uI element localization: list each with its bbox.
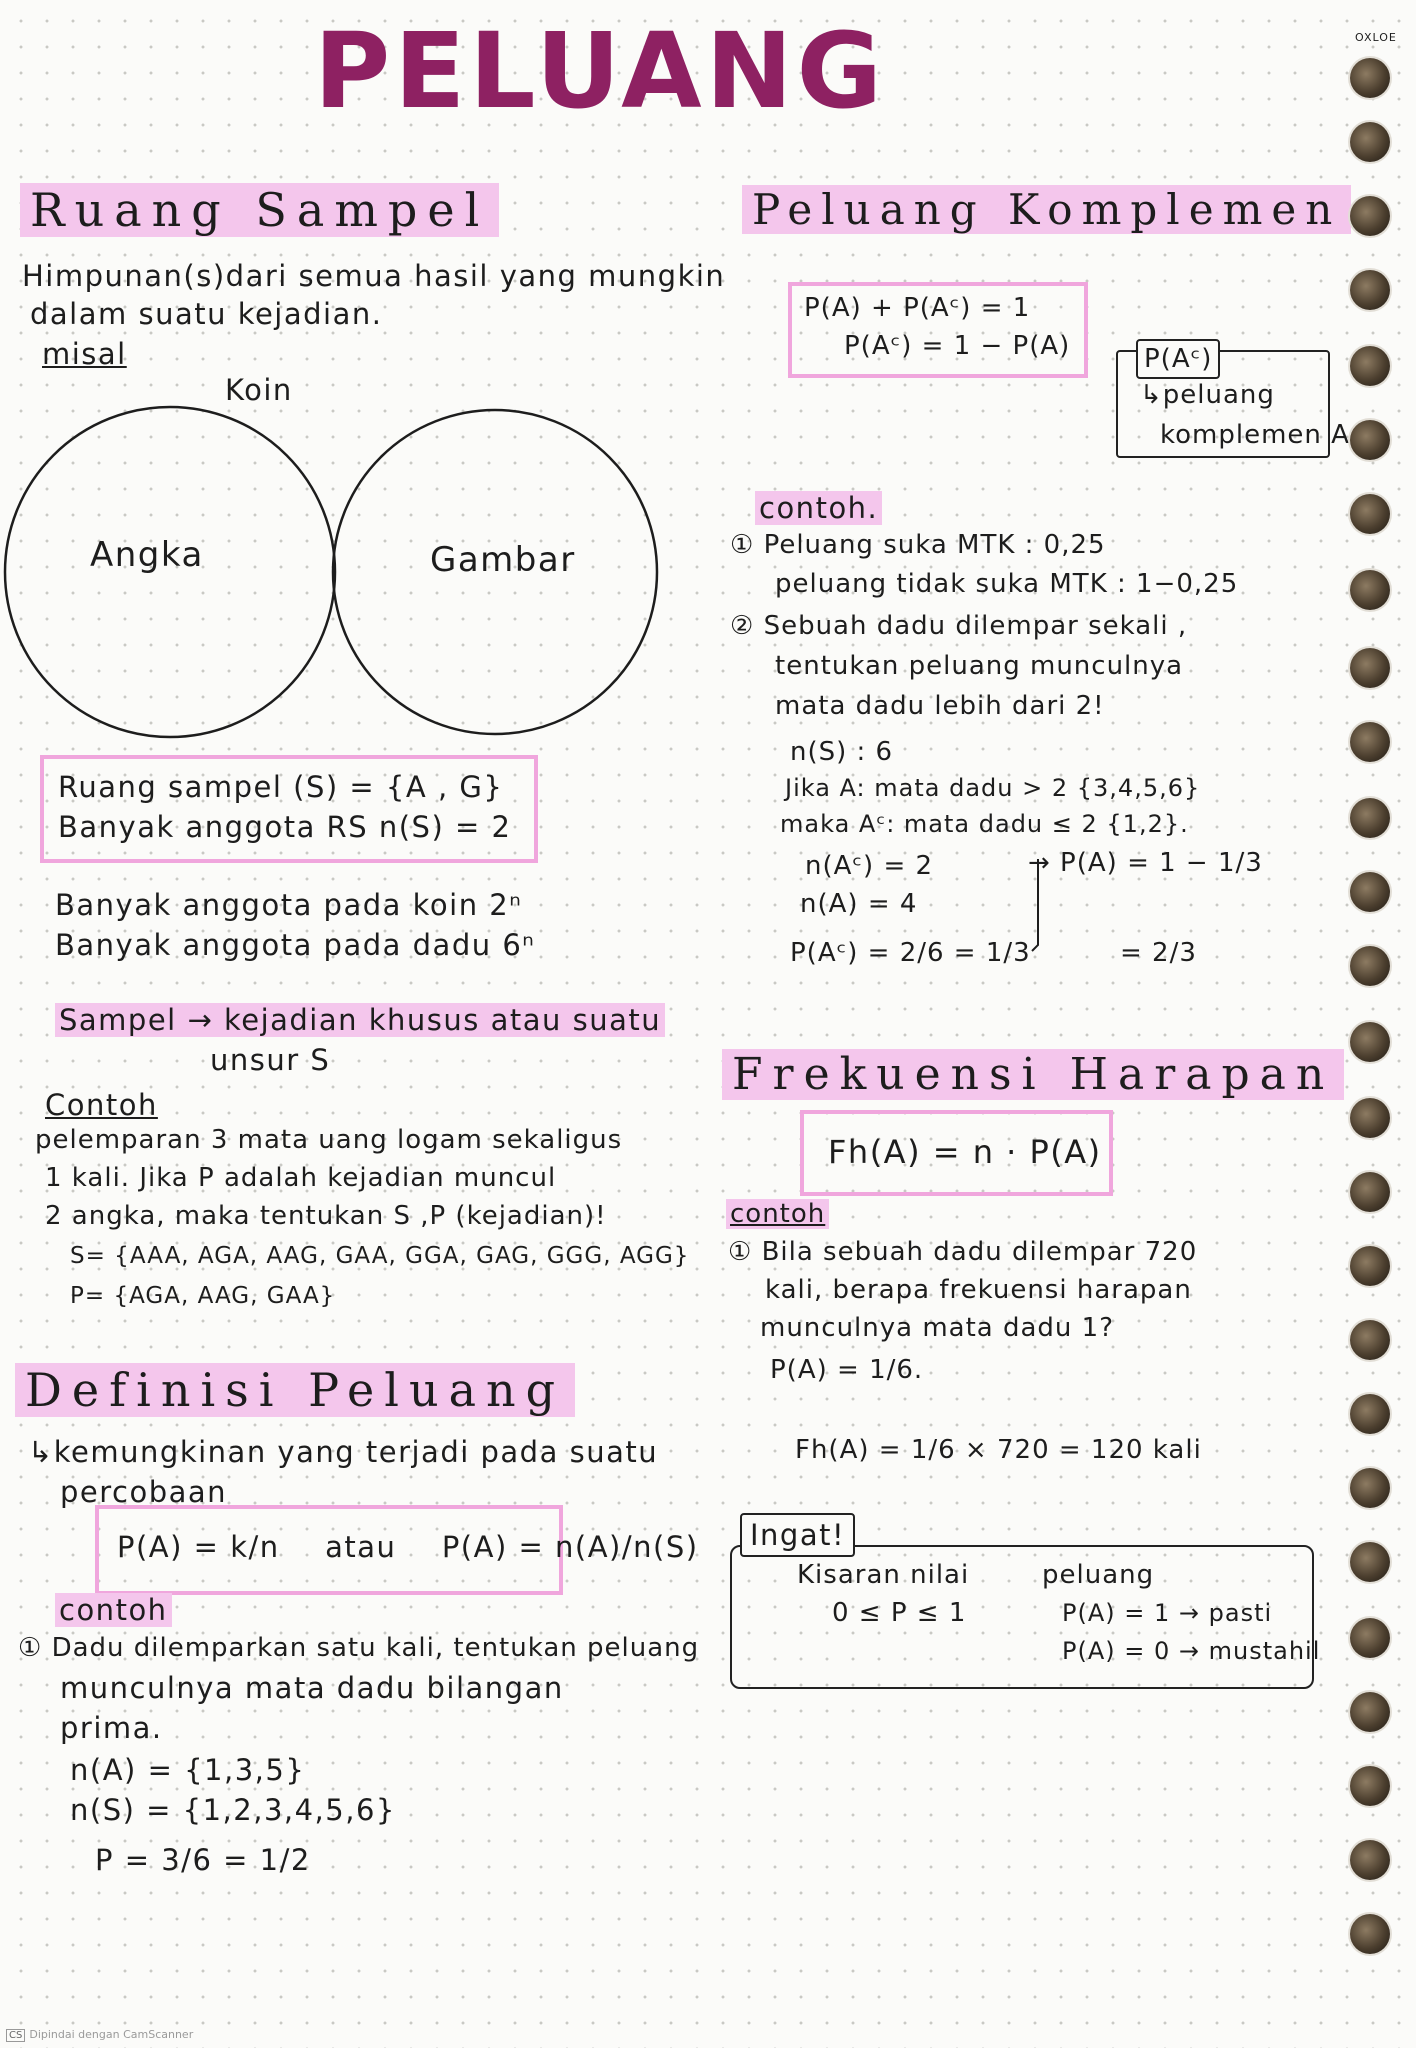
ruang-sampel-def-line1: Himpunan(s)dari semua hasil yang mungkin xyxy=(22,259,726,293)
komplemen-pa-line1: → P(A) = 1 − 1/3 xyxy=(1028,848,1263,878)
komplemen-formula-line2: P(Aᶜ) = 1 − P(A) xyxy=(844,331,1071,361)
frekuensi-q-line2: kali, berapa frekuensi harapan xyxy=(765,1275,1192,1305)
komplemen-note-title: P(Aᶜ) xyxy=(1136,339,1220,379)
circle-gambar-label: Gambar xyxy=(430,540,576,580)
spiral-hole xyxy=(1350,420,1390,460)
sampel-line1: Sampel → kejadian khusus atau suatu xyxy=(55,1000,665,1040)
ingat-line2: 0 ≤ P ≤ 1 xyxy=(832,1598,967,1628)
spiral-hole xyxy=(1350,798,1390,838)
ingat-label: Ingat! xyxy=(740,1513,855,1557)
definisi-ns: n(S) = {1,2,3,4,5,6} xyxy=(70,1793,396,1827)
scanner-text: Dipindai dengan CamScanner xyxy=(29,2028,194,2041)
spiral-hole xyxy=(1350,722,1390,762)
contoh-label-1: Contoh xyxy=(45,1088,158,1122)
definisi-formula-box xyxy=(95,1505,699,1595)
spiral-hole xyxy=(1350,1172,1390,1212)
spiral-hole xyxy=(1350,196,1390,236)
formula-left: P(A) = k/n xyxy=(117,1530,280,1564)
komplemen-pac: P(Aᶜ) = 2/6 = 1/3 xyxy=(790,938,1031,968)
spiral-hole xyxy=(1350,1320,1390,1360)
scanner-badge: CS xyxy=(6,2029,25,2042)
contoh-label-3: contoh. xyxy=(755,488,882,528)
spiral-hole xyxy=(1350,1098,1390,1138)
spiral-hole xyxy=(1350,58,1390,98)
formula-mid: atau xyxy=(325,1530,397,1564)
ingat-line4: P(A) = 1 → pasti xyxy=(1062,1599,1273,1627)
komplemen-note-line2: komplemen A xyxy=(1160,420,1350,450)
spiral-hole xyxy=(1350,1766,1390,1806)
spiral-hole xyxy=(1350,494,1390,534)
komplemen-ex2-line2: tentukan peluang munculnya xyxy=(775,651,1184,681)
anggota-koin: Banyak anggota pada koin 2ⁿ xyxy=(55,888,523,922)
definisi-heading: Definisi Peluang xyxy=(15,1360,575,1420)
spiral-hole xyxy=(1350,346,1390,386)
komplemen-note-line1: ↳peluang xyxy=(1140,380,1275,410)
frekuensi-q-line3: munculnya mata dadu 1? xyxy=(760,1313,1115,1343)
contoh1-line3: 2 angka, maka tentukan S ,P (kejadian)! xyxy=(45,1201,607,1231)
contoh1-line2: 1 kali. Jika P adalah kejadian muncul xyxy=(45,1163,557,1193)
komplemen-nac: n(Aᶜ) = 2 xyxy=(805,851,934,881)
komplemen-ex2-line1: ② Sebuah dadu dilempar sekali , xyxy=(730,611,1188,641)
komplemen-heading: Peluang Komplemen xyxy=(742,180,1351,240)
ingat-line1: Kisaran nilai xyxy=(797,1560,970,1590)
komplemen-jika: Jika A: mata dadu > 2 {3,4,5,6} xyxy=(785,774,1201,802)
frekuensi-fh: Fh(A) = 1/6 × 720 = 120 kali xyxy=(795,1435,1202,1465)
spiral-hole xyxy=(1350,1246,1390,1286)
p-set: P= {AGA, AAG, GAA} xyxy=(70,1283,336,1309)
spiral-hole xyxy=(1350,270,1390,310)
frekuensi-heading: Frekuensi Harapan xyxy=(722,1045,1344,1105)
komplemen-note-box xyxy=(1116,344,1350,458)
ruang-sampel-box-line2: Banyak anggota RS n(S) = 2 xyxy=(58,810,512,844)
formula-right: P(A) = n(A)/n(S) xyxy=(441,1530,699,1564)
spiral-hole xyxy=(1350,570,1390,610)
contoh-label-2: contoh xyxy=(55,1590,172,1630)
frekuensi-formula: Fh(A) = n · P(A) xyxy=(828,1133,1102,1171)
komplemen-ex1-line2: peluang tidak suka MTK : 1−0,25 xyxy=(775,569,1239,599)
definisi-p: P = 3/6 = 1/2 xyxy=(95,1843,311,1877)
spiral-hole xyxy=(1350,648,1390,688)
notebook-spiral-holes xyxy=(1326,0,1416,2048)
anggota-dadu: Banyak anggota pada dadu 6ⁿ xyxy=(55,928,536,962)
misal-label: misal xyxy=(42,337,127,371)
koin-label: Koin xyxy=(225,373,293,407)
corner-mark: OXLOE xyxy=(1355,31,1397,44)
komplemen-ex2-line3: mata dadu lebih dari 2! xyxy=(775,691,1105,721)
ruang-sampel-heading: Ruang Sampel xyxy=(20,180,499,240)
spiral-hole xyxy=(1350,1542,1390,1582)
spiral-hole xyxy=(1350,1022,1390,1062)
definisi-line1: ↳kemungkinan yang terjadi pada suatu xyxy=(28,1435,659,1469)
ruang-sampel-def-line2: dalam suatu kejadian. xyxy=(30,297,383,331)
page-title: PELUANG xyxy=(314,10,886,132)
spiral-hole xyxy=(1350,1692,1390,1732)
ruang-sampel-box xyxy=(40,755,538,863)
komplemen-maka: maka Aᶜ: mata dadu ≤ 2 {1,2}. xyxy=(780,810,1189,838)
ingat-line3: peluang xyxy=(1042,1560,1155,1590)
komplemen-na: n(A) = 4 xyxy=(800,889,918,919)
komplemen-ex1-line1: ① Peluang suka MTK : 0,25 xyxy=(730,530,1106,560)
spiral-hole xyxy=(1350,872,1390,912)
spiral-hole xyxy=(1350,1840,1390,1880)
komplemen-pa-line2: = 2/3 xyxy=(1120,938,1197,968)
spiral-hole xyxy=(1350,1914,1390,1954)
frekuensi-formula-box xyxy=(800,1110,1113,1196)
ruang-sampel-box-line1: Ruang sampel (S) = {A , G} xyxy=(58,770,504,804)
sampel-line2: unsur S xyxy=(210,1043,331,1077)
komplemen-formula-line1: P(A) + P(Aᶜ) = 1 xyxy=(804,293,1031,323)
sample-space-diagram xyxy=(0,400,680,770)
spiral-hole xyxy=(1350,122,1390,162)
circle-angka-label: Angka xyxy=(90,535,204,575)
definisi-line2: percobaan xyxy=(60,1475,228,1509)
ingat-line5: P(A) = 0 → mustahil xyxy=(1062,1637,1321,1665)
spiral-hole xyxy=(1350,946,1390,986)
spiral-hole xyxy=(1350,1618,1390,1658)
definisi-q-line1: ① Dadu dilemparkan satu kali, tentukan peluang xyxy=(18,1633,700,1663)
scanner-watermark xyxy=(6,2028,193,2042)
definisi-q-line3: prima. xyxy=(60,1711,163,1745)
komplemen-ns: n(S) : 6 xyxy=(790,737,894,767)
komplemen-formula-box xyxy=(788,282,1088,378)
definisi-na: n(A) = {1,3,5} xyxy=(70,1753,306,1787)
frekuensi-pa: P(A) = 1/6. xyxy=(770,1355,924,1385)
ingat-box xyxy=(730,1518,1321,1689)
contoh-label-4: contoh xyxy=(726,1196,829,1232)
contoh1-line1: pelemparan 3 mata uang logam sekaligus xyxy=(35,1125,623,1155)
s-set: S= {AAA, AGA, AAG, GAA, GGA, GAG, GGG, AGG} xyxy=(70,1243,690,1269)
frekuensi-q-line1: ① Bila sebuah dadu dilempar 720 xyxy=(728,1237,1198,1267)
spiral-hole xyxy=(1350,1394,1390,1434)
spiral-hole xyxy=(1350,1468,1390,1508)
definisi-q-line2: munculnya mata dadu bilangan xyxy=(60,1671,564,1705)
